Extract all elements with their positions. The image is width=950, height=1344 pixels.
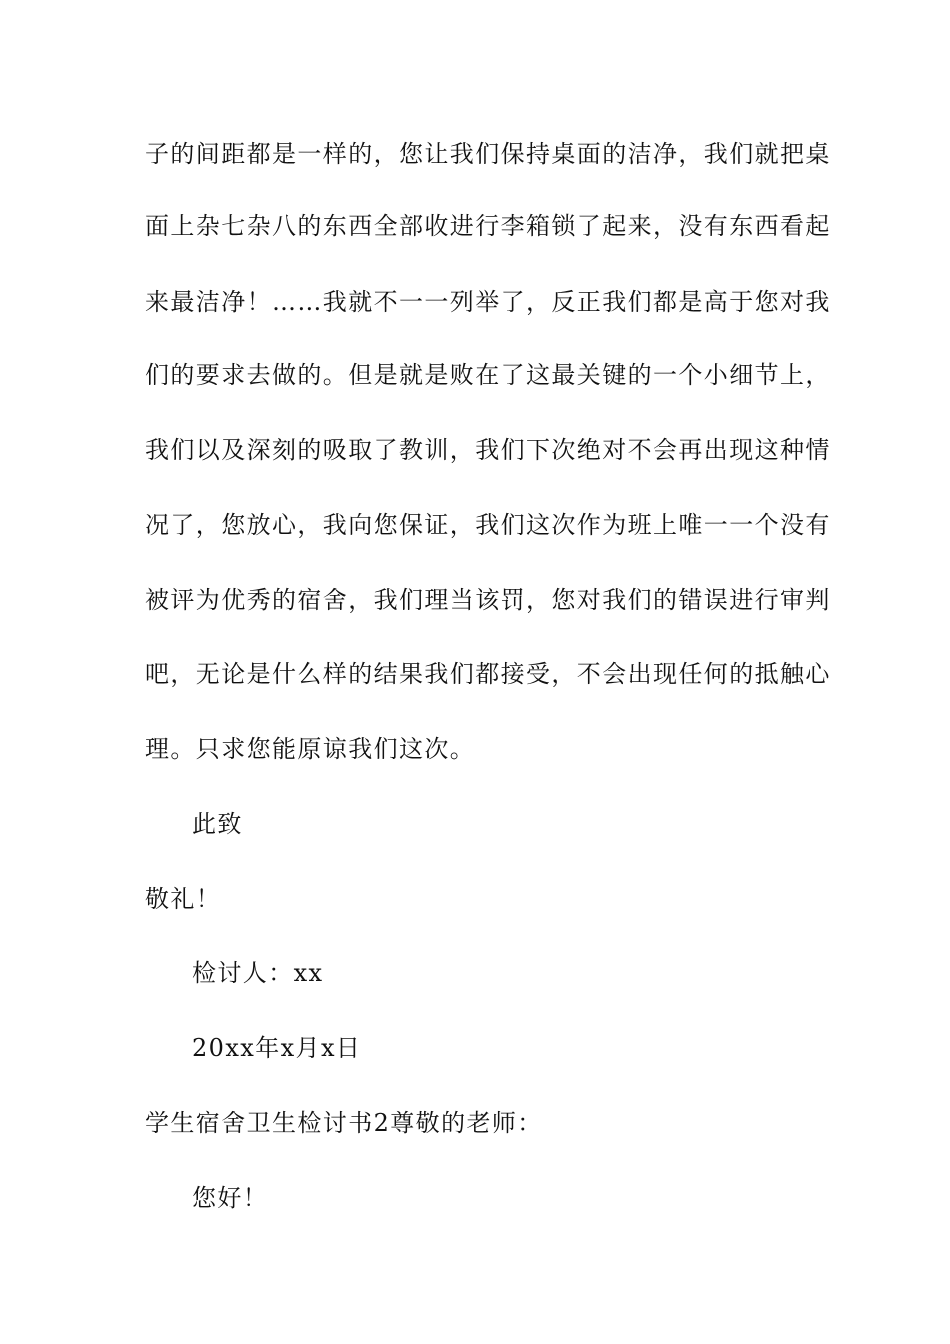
body-line-2: 面上杂七杂八的东西全部收进行李箱锁了起来，没有东西看起 [145,212,831,240]
greeting-line: 您好！ [192,1184,269,1212]
body-line-8: 吧，无论是什么样的结果我们都接受，不会出现任何的抵触心 [145,660,831,688]
body-line-9: 理。只求您能原谅我们这次。 [145,735,476,763]
body-line-1: 子的间距都是一样的，您让我们保持桌面的洁净，我们就把桌 [145,140,831,168]
body-line-5: 我们以及深刻的吸取了教训，我们下次绝对不会再出现这种情 [145,436,831,464]
body-line-3: 来最洁净！……我就不一一列举了，反正我们都是高于您对我 [145,288,831,316]
signer-line: 检讨人：xx [192,959,324,987]
body-line-7: 被评为优秀的宿舍，我们理当该罚，您对我们的错误进行审判 [145,586,831,614]
date-line: 20xx年x月x日 [192,1034,362,1062]
salute-line: 敬礼！ [145,885,222,913]
closing-line: 此致 [192,810,243,838]
next-section-title: 学生宿舍卫生检讨书2尊敬的老师： [145,1109,543,1137]
body-line-4: 们的要求去做的。但是就是败在了这最关键的一个小细节上， [145,361,831,389]
body-line-6: 况了，您放心，我向您保证，我们这次作为班上唯一一个没有 [145,511,831,539]
